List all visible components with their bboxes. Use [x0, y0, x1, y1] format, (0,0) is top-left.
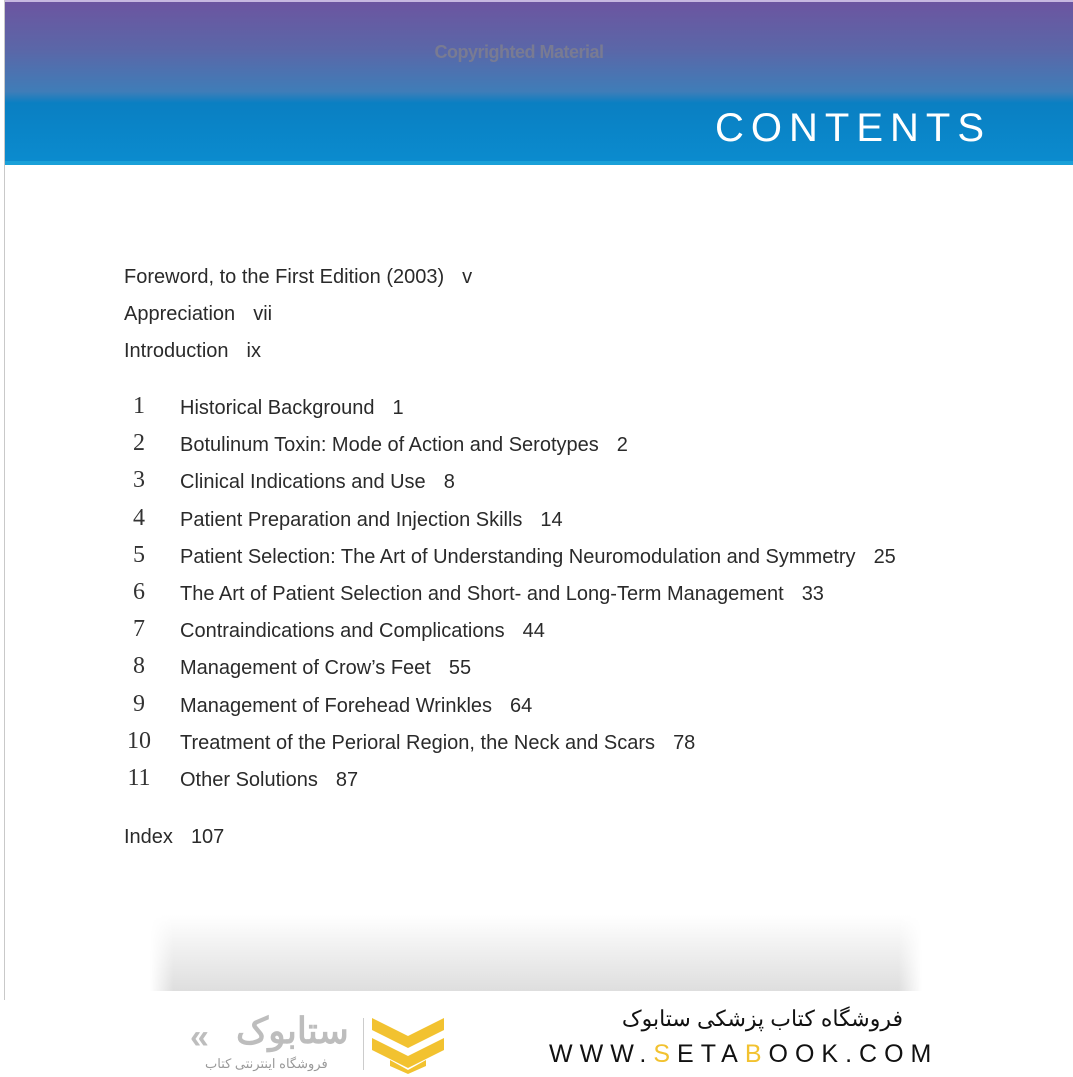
header-stripe — [5, 161, 1073, 165]
entry-title: Introduction — [124, 340, 229, 362]
entry-title: Historical Background — [180, 397, 375, 419]
chapter-entry[interactable] — [180, 657, 471, 680]
entry-page-number: 55 — [448, 657, 472, 680]
store-url[interactable] — [549, 1040, 938, 1069]
entry-title: Appreciation — [124, 303, 236, 325]
chapter-entry[interactable] — [180, 732, 695, 755]
contents-header-banner — [5, 0, 1073, 165]
entry-page-number: 1 — [392, 397, 404, 419]
entry-title: Foreword, to the First Edition (2003) — [124, 266, 445, 288]
entry-title: Patient Preparation and Injection Skills — [180, 508, 523, 531]
chapter-number: 5 — [133, 541, 145, 568]
index-entry[interactable] — [124, 826, 224, 849]
logo-subtitle: فروشگاه اینترنتی کتاب — [205, 1056, 328, 1071]
logo-divider — [363, 1018, 364, 1070]
entry-page-number: 64 — [510, 694, 533, 717]
entry-title: Management of Crow’s Feet — [180, 657, 431, 680]
chapter-entry[interactable] — [180, 397, 404, 420]
chapter-number: 4 — [133, 504, 145, 531]
front-matter-entry[interactable] — [124, 340, 261, 363]
entry-page-number: ix — [246, 340, 261, 362]
entry-page-number: 107 — [190, 826, 225, 848]
logo-text: ستابوک — [236, 1010, 349, 1051]
double-chevron-icon: « — [190, 1018, 209, 1056]
chapter-number: 6 — [133, 579, 145, 605]
url-part: WWW. — [549, 1040, 654, 1068]
chapter-entry[interactable] — [180, 620, 545, 643]
chapter-number: 9 — [133, 690, 145, 717]
watermark-text: Copyrighted Material — [434, 42, 604, 62]
front-matter-entry[interactable] — [124, 266, 472, 289]
url-part: B — [744, 1040, 769, 1068]
front-matter-entry[interactable] — [124, 303, 272, 326]
entry-page-number: 14 — [540, 508, 563, 531]
entry-page-number: vii — [253, 303, 273, 325]
entry-page-number: 25 — [873, 545, 896, 568]
chapter-number: 11 — [127, 765, 151, 791]
entry-page-number: 87 — [335, 769, 359, 791]
entry-title: Botulinum Toxin: Mode of Action and Serotypes — [180, 434, 599, 457]
chapter-entry[interactable] — [180, 769, 358, 792]
url-part: OOK.COM — [768, 1040, 939, 1068]
chapter-entry[interactable] — [180, 509, 563, 532]
entry-title: Contraindications and Complications — [180, 620, 505, 643]
entry-title: Management of Forehead Wrinkles — [180, 694, 493, 717]
store-name: فروشگاه کتاب پزشکی ستابوک — [621, 1006, 903, 1031]
entry-page-number: v — [462, 266, 473, 288]
chapter-entry[interactable] — [180, 695, 532, 718]
entry-page-number: 44 — [522, 620, 545, 643]
chapter-entry[interactable] — [180, 471, 455, 494]
page-title: CONTENTS — [715, 106, 991, 150]
entry-page-number: 78 — [673, 731, 696, 754]
chapter-entry[interactable] — [180, 434, 628, 457]
entry-page-number: 8 — [443, 471, 455, 494]
entry-title: Patient Selection: The Art of Understanding Neuromodulation and Symmetry — [180, 545, 856, 568]
chapter-number: 2 — [133, 430, 145, 457]
chapter-number: 3 — [133, 467, 145, 494]
entry-page-number: 2 — [616, 434, 628, 457]
chapter-number: 10 — [127, 727, 151, 754]
chapter-entry[interactable] — [180, 546, 896, 569]
url-part: S — [653, 1040, 678, 1068]
chevron-logo-icon — [370, 1016, 446, 1074]
chapter-entry[interactable] — [180, 583, 824, 606]
chapter-number: 8 — [133, 653, 145, 680]
copyright-watermark — [5, 42, 1073, 63]
entry-title: Index — [124, 826, 173, 848]
entry-title: Treatment of the Perioral Region, the Neck and Scars — [180, 731, 656, 754]
chapter-number: 7 — [133, 616, 145, 643]
page-bottom-shadow — [150, 915, 922, 991]
chapter-number: 1 — [133, 393, 145, 419]
entry-title: Clinical Indications and Use — [180, 471, 426, 494]
entry-title: The Art of Patient Selection and Short- and Long-Term Management — [180, 583, 784, 605]
entry-page-number: 33 — [801, 583, 824, 605]
entry-title: Other Solutions — [180, 769, 318, 791]
url-part: ETA — [677, 1040, 745, 1068]
